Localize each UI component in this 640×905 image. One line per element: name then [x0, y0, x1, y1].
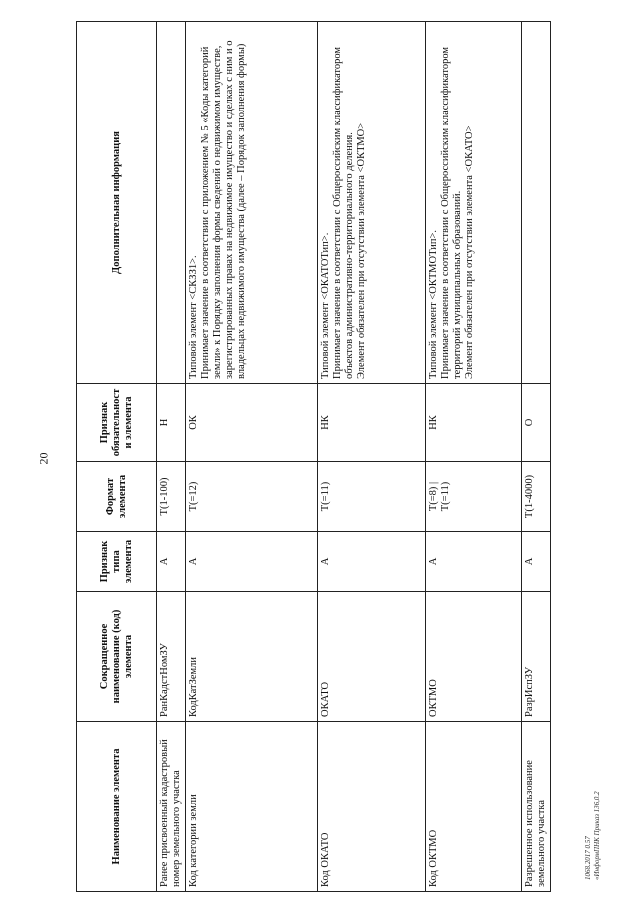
elements-table [76, 21, 551, 892]
cell-type-flag: А [426, 532, 522, 592]
table-row [186, 22, 318, 892]
cell-format: T(=12) [186, 462, 318, 532]
cell-short-code: ОКТМО [426, 592, 522, 722]
cell-required-flag: ОК [186, 384, 318, 462]
cell-element-name: Код ОКТМО [426, 722, 522, 892]
cell-element-name: Ранее присвоенный кадастровый номер земельного участка [157, 722, 186, 892]
cell-type-flag: А [522, 532, 551, 592]
cell-short-code: ОКАТО [318, 592, 426, 722]
cell-required-flag: Н [157, 384, 186, 462]
cell-type-flag: А [157, 532, 186, 592]
stamp-line-2: «ИнформПНК Приказ 136,0.2 [593, 791, 601, 880]
cell-format: T(=8) | T(=11) [426, 462, 522, 532]
table-row [522, 22, 551, 892]
cell-element-name: Разрешенное использование земельного участка [522, 722, 551, 892]
table-header-row [77, 22, 157, 892]
cell-additional-info: Типовой элемент <СКЗЗ1>. Принимает значение в соответствии с приложением № 5 «Коды категорий земли» к Порядку заполнения формы сведений о недвижимом имуществе, зарегистрированных правах на недвижимое имущество и сделках с ним и о владельцах недвижимого имущества (далее – Порядок заполнения формы) [186, 22, 318, 384]
header-short-code: Сокращенное наименование (код) элемента [77, 592, 157, 722]
cell-format: T(1-100) [157, 462, 186, 532]
cell-required-flag: НК [426, 384, 522, 462]
cell-element-name: Код ОКАТО [318, 722, 426, 892]
cell-short-code: КодКатЗемли [186, 592, 318, 722]
cell-additional-info: Типовой элемент <ОКТМОТип>. Принимает значение в соответствии с Общероссийским классификатором территорий муниципальных образований. Элемент обязателен при отсутствии элемента <ОКАТО> [426, 22, 522, 384]
cell-type-flag: А [318, 532, 426, 592]
cell-element-name: Код категории земли [186, 722, 318, 892]
header-additional-info: Дополнительная информация [77, 22, 157, 384]
header-required-flag: Признак обязательности элемента [77, 384, 157, 462]
cell-additional-info [522, 22, 551, 384]
header-type-flag: Признак типа элемента [77, 532, 157, 592]
cell-required-flag: НК [318, 384, 426, 462]
cell-additional-info [157, 22, 186, 384]
page-number: 20 [36, 452, 51, 465]
table-row [157, 22, 186, 892]
header-element-name: Наименование элемента [77, 722, 157, 892]
cell-short-code: РазрИспЗУ [522, 592, 551, 722]
cell-short-code: РанКадстНомЗУ [157, 592, 186, 722]
cell-format: T(1-4000) [522, 462, 551, 532]
cell-format: T(=11) [318, 462, 426, 532]
stamp-line-1: 1068.2017 0.57 [584, 836, 592, 880]
cell-type-flag: А [186, 532, 318, 592]
table-row [318, 22, 426, 892]
cell-additional-info: Типовой элемент <ОКАТОТип>. Принимает значение в соответствии с Общероссийским классификатором объектов административно-территориального деления. Элемент обязателен при отсутствии элемента <ОКТМО> [318, 22, 426, 384]
cell-required-flag: О [522, 384, 551, 462]
rotated-table-sheet [76, 22, 547, 892]
table-row [426, 22, 522, 892]
header-format: Формат элемента [77, 462, 157, 532]
